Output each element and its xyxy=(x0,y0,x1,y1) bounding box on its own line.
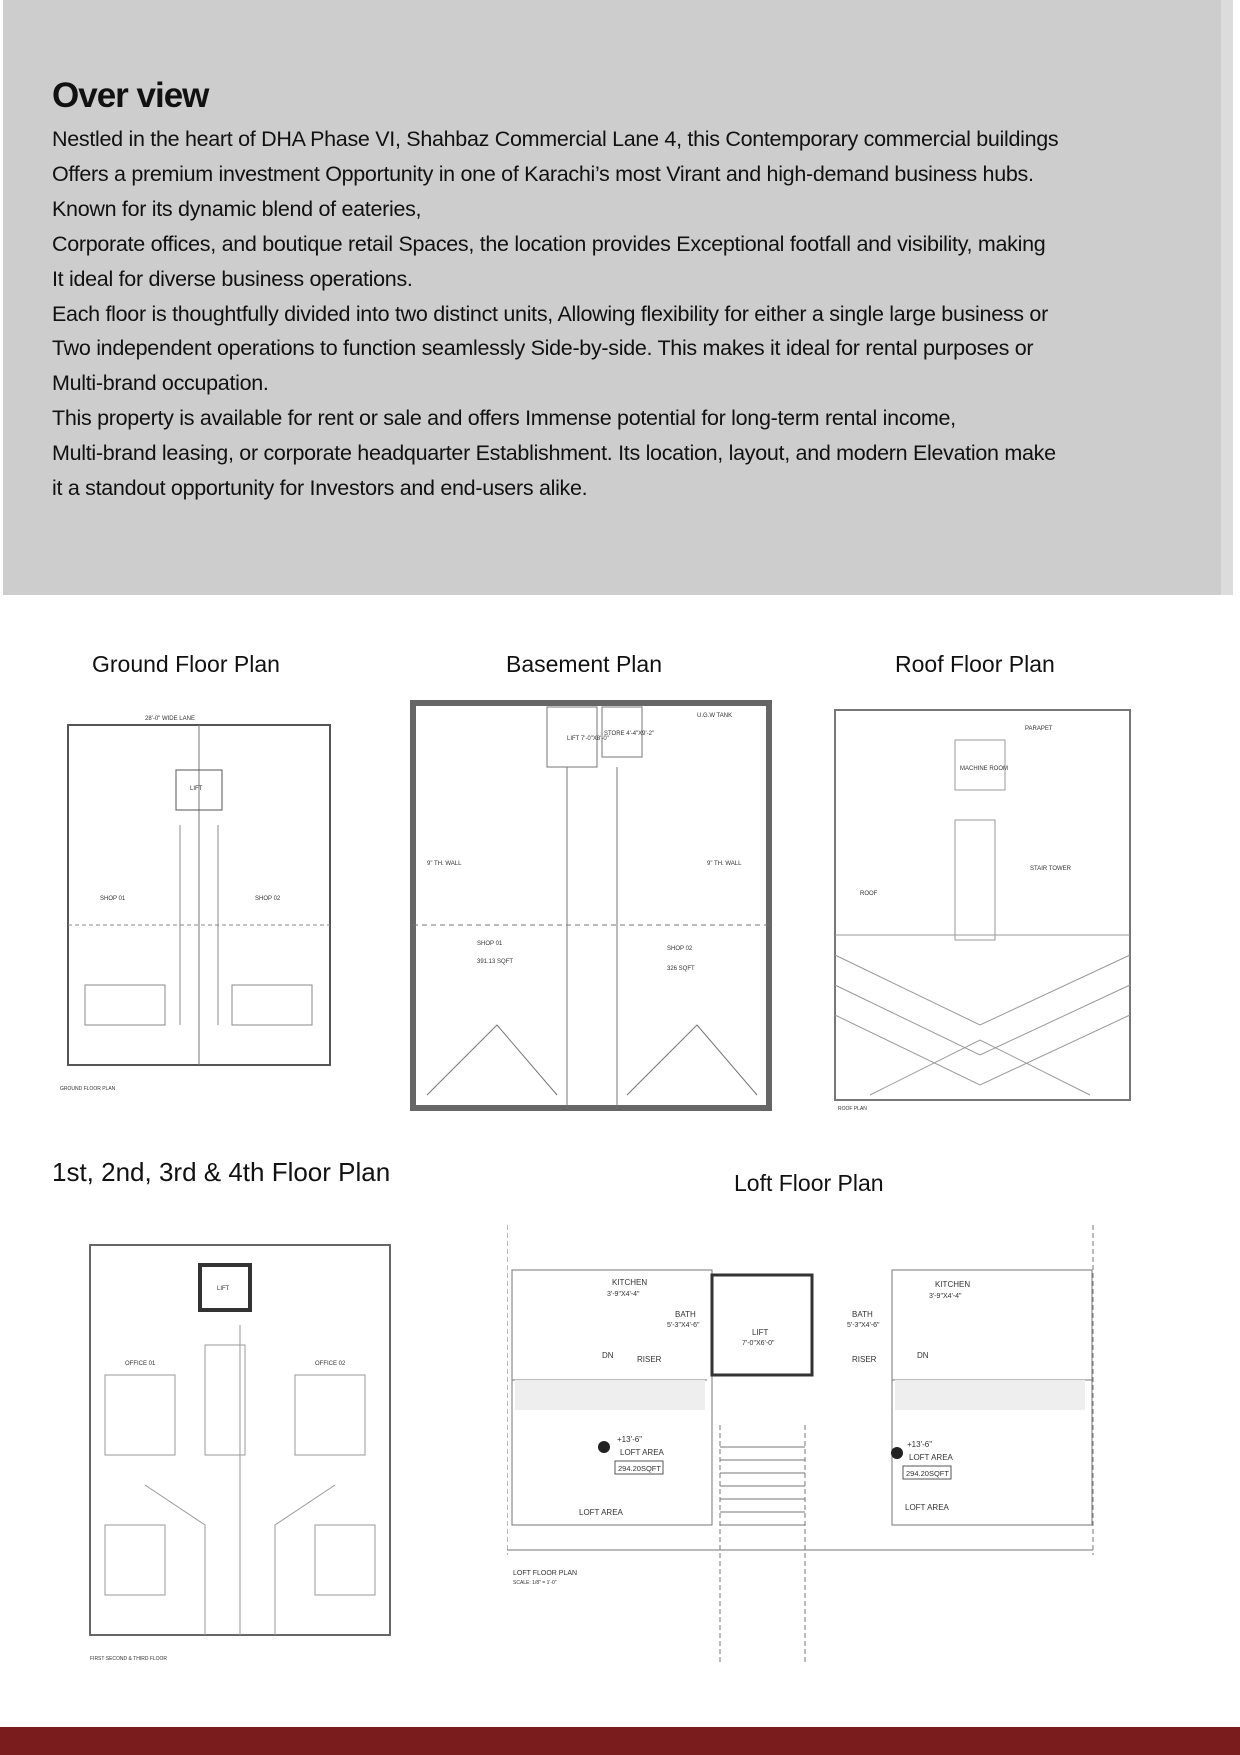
plan-label: FIRST SECOND & THIRD FLOOR xyxy=(90,1656,168,1662)
plan-label: ROOF PLAN xyxy=(838,1106,867,1112)
overview-line: Two independent operations to function seamlessly Side-by-side. This makes it ideal for rental purposes or xyxy=(52,336,1034,361)
plan-label: GROUND FLOOR PLAN xyxy=(60,1086,116,1092)
plan-label: DN xyxy=(917,1351,929,1360)
plan-label: DN xyxy=(602,1351,614,1360)
plan-label: STAIR TOWER xyxy=(1030,866,1072,872)
overview-line: Known for its dynamic blend of eateries, xyxy=(52,196,422,221)
plan-label: RISER xyxy=(637,1355,662,1364)
footer-bar xyxy=(0,1727,1240,1755)
plan-label: SCALE: 1/8" = 1'-0" xyxy=(513,1580,557,1586)
roof-plan-drawing xyxy=(830,695,1135,1120)
plan-label: LOFT AREA xyxy=(905,1503,949,1512)
level-marker-icon xyxy=(891,1447,903,1459)
plan-label: 294.20SQFT xyxy=(618,1464,661,1473)
plan-label: SHOP 01 xyxy=(100,896,126,902)
plan-label: LIFT xyxy=(752,1328,769,1337)
plan-label: LIFT xyxy=(190,786,203,792)
plan-label: RISER xyxy=(852,1355,877,1364)
basement-plan-drawing xyxy=(407,695,778,1120)
plan-label: 28'-0" WIDE LANE xyxy=(145,716,195,722)
overview-line: Nestled in the heart of DHA Phase VI, Shahbaz Commercial Lane 4, this Contemporary commercial buildings xyxy=(52,127,1059,151)
plan-label: 5'-3"X4'-6" xyxy=(847,1322,880,1329)
level-marker-icon xyxy=(598,1441,610,1453)
overview-line: Corporate offices, and boutique retail Spaces, the location provides Exceptional footfall and visibility, making xyxy=(52,231,1046,256)
plan-label: +13'-6" xyxy=(617,1435,643,1444)
plan-label: 3'-9"X4'-4" xyxy=(929,1293,962,1300)
plan-label: SHOP 02 xyxy=(255,896,281,902)
overview-line: It ideal for diverse business operations. xyxy=(52,266,413,291)
overview-line: This property is available for rent or sale and offers Immense potential for long-term rental income, xyxy=(52,406,956,431)
plan-label: LOFT FLOOR PLAN xyxy=(513,1570,578,1577)
plan-label: LOFT AREA xyxy=(579,1508,623,1517)
overview-title: Over view xyxy=(52,76,209,115)
plan-label: 9" TH. WALL xyxy=(427,861,462,867)
plan-label: U.G.W TANK xyxy=(697,713,733,719)
loft-plan-drawing xyxy=(507,1225,1100,1670)
overview-text xyxy=(52,122,1222,506)
overview-line: Offers a premium investment Opportunity in one of Karachi’s most Virant and high-demand business hubs. xyxy=(52,161,1034,186)
ground-floor-caption: Ground Floor Plan xyxy=(92,651,280,677)
plan-label: BATH xyxy=(675,1310,696,1319)
plan-label: +13'-6" xyxy=(907,1440,933,1449)
overview-line: Multi-brand occupation. xyxy=(52,371,269,396)
ground-floor-plan-drawing xyxy=(50,695,348,1120)
overview-line: Each floor is thoughtfully divided into two distinct units, Allowing flexibility for either a single large business or xyxy=(52,301,1048,326)
roof-caption: Roof Floor Plan xyxy=(895,651,1055,677)
plan-label: LOFT AREA xyxy=(909,1453,953,1462)
plan-label: BATH xyxy=(852,1310,873,1319)
plan-label: 5'-3"X4'-6" xyxy=(667,1322,700,1329)
plan-label: 3'-9"X4'-4" xyxy=(607,1291,640,1298)
plan-label: OFFICE 01 xyxy=(125,1361,156,1367)
loft-caption: Loft Floor Plan xyxy=(734,1170,884,1196)
plan-label: ROOF xyxy=(860,891,878,897)
overview-line: Multi-brand leasing, or corporate headquarter Establishment. Its location, layout, and modern Elevation make xyxy=(52,441,1056,466)
plan-label: LOFT AREA xyxy=(620,1448,664,1457)
plan-label: KITCHEN xyxy=(612,1278,648,1287)
plan-label: 7'-0"X6'-0" xyxy=(742,1340,775,1347)
plan-label: 9" TH. WALL xyxy=(707,861,742,867)
plan-label: 391.13 SQFT xyxy=(477,959,514,965)
plan-label: KITCHEN xyxy=(935,1280,971,1289)
plan-label: OFFICE 02 xyxy=(315,1361,346,1367)
plan-label: SHOP 02 xyxy=(667,946,693,952)
basement-caption: Basement Plan xyxy=(506,651,662,677)
plan-label: LIFT xyxy=(217,1286,230,1292)
plan-label: MACHINE ROOM xyxy=(960,766,1008,772)
typical-floor-caption: 1st, 2nd, 3rd & 4th Floor Plan xyxy=(52,1157,391,1187)
plan-label: LIFT 7'-0"X8'-0" xyxy=(567,736,609,742)
plan-label: PARAPET xyxy=(1025,726,1053,732)
plan-label: SHOP 01 xyxy=(477,941,503,947)
plan-label: 326 SQFT xyxy=(667,966,695,972)
plan-label: STORE 4'-4"X9'-2" xyxy=(604,731,655,737)
typical-floor-plan-drawing xyxy=(85,1225,400,1670)
plan-label: 294.20SQFT xyxy=(906,1469,949,1478)
overview-line: it a standout opportunity for Investors and end-users alike. xyxy=(52,476,588,501)
